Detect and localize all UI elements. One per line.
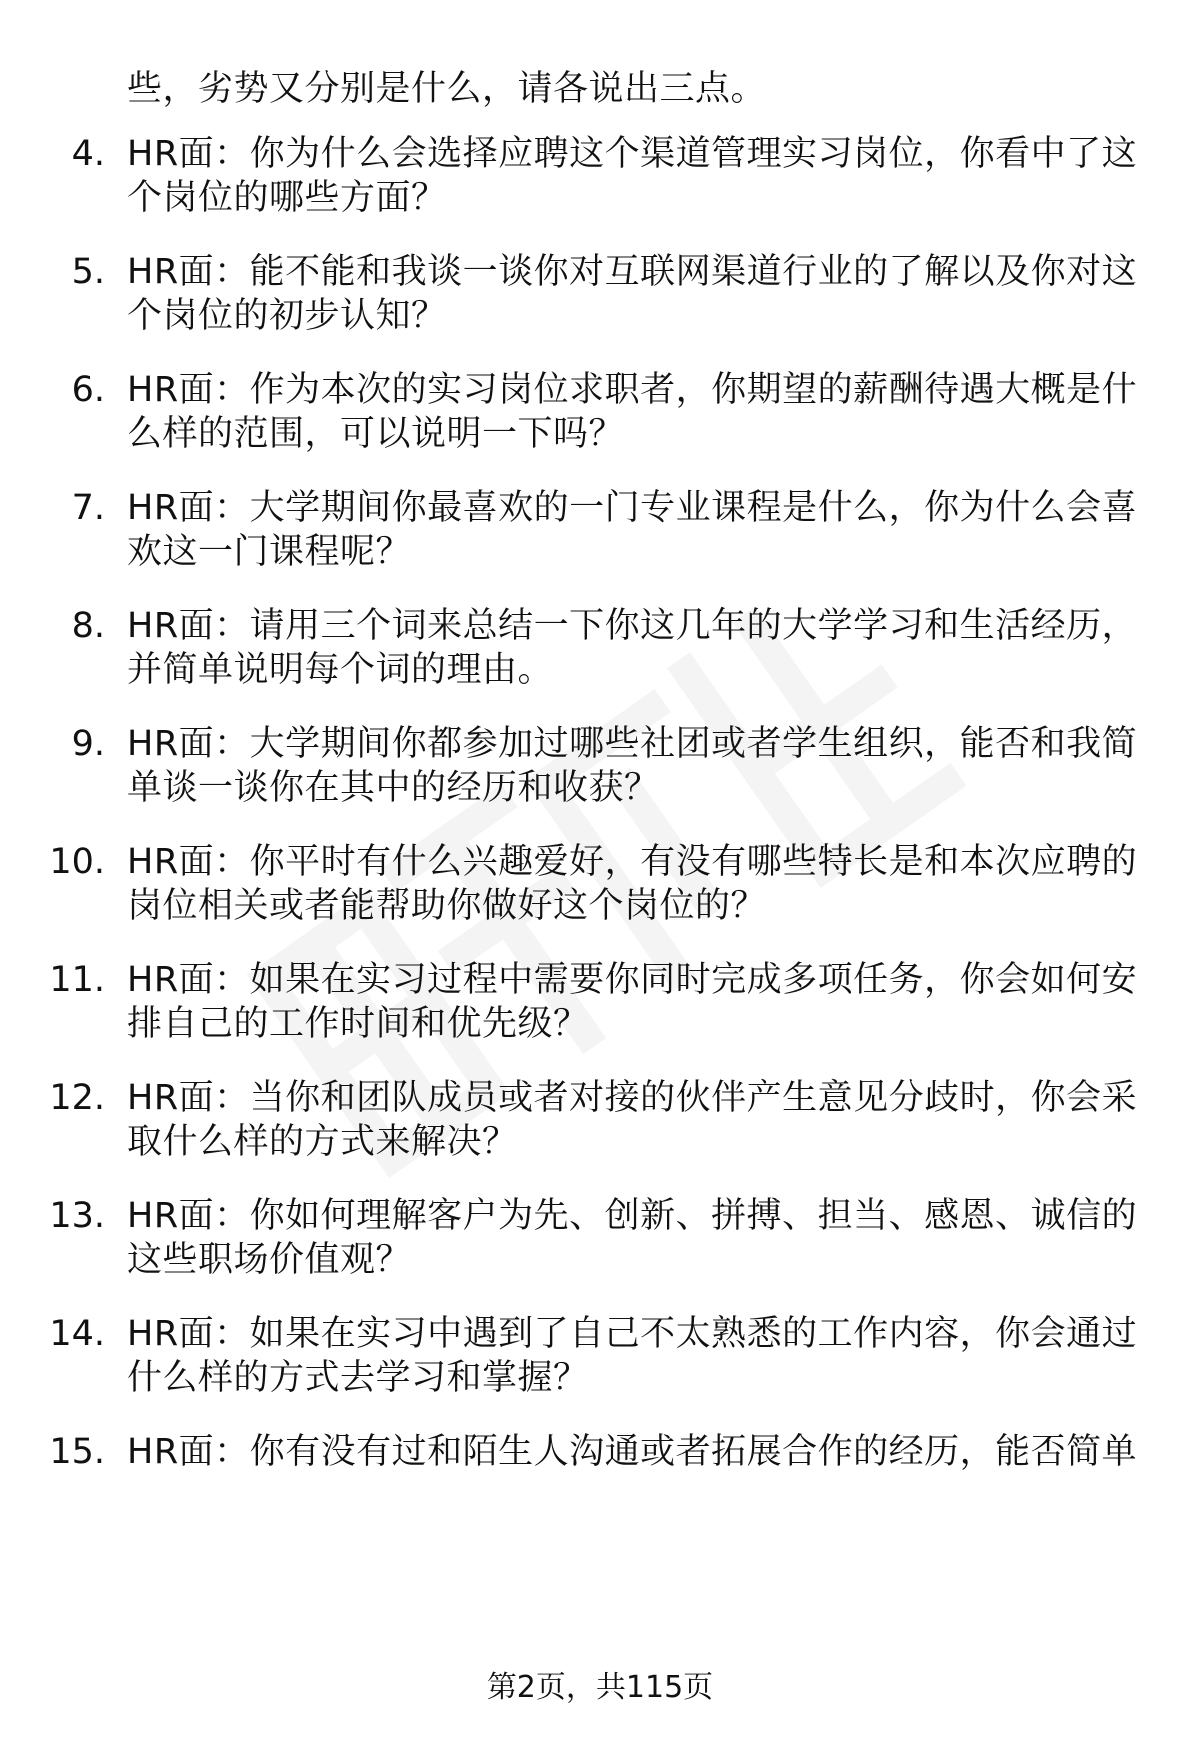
list-item-text-line2: 么样的范围，可以说明一下吗？ — [127, 414, 625, 454]
list-item — [0, 1312, 1200, 1408]
list-item-text-line2: 什么样的方式去学习和掌握？ — [127, 1358, 589, 1398]
list-item-text-line2: 个岗位的哪些方面？ — [127, 178, 447, 218]
page-footer: 第2页，共115页 — [486, 1670, 714, 1705]
list-item-text-line2: 个岗位的初步认知？ — [127, 296, 447, 336]
list-item — [0, 604, 1200, 700]
list-number: 13. — [49, 1196, 105, 1236]
list-number: 9. — [71, 724, 105, 764]
list-item-text-line1: HR面：当你和团队成员或者对接的伙伴产生意见分歧时，你会采 — [127, 1078, 1138, 1118]
list-item — [0, 368, 1200, 464]
list-item — [0, 840, 1200, 936]
list-number: 4. — [71, 134, 105, 174]
list-item-text-line1: HR面：请用三个词来总结一下你这几年的大学学习和生活经历， — [127, 606, 1138, 646]
list-item-text-line1: HR面：大学期间你最喜欢的一门专业课程是什么，你为什么会喜 — [127, 488, 1138, 528]
list-item — [0, 132, 1200, 228]
list-item-text-line1: HR面：你为什么会选择应聘这个渠道管理实习岗位，你看中了这 — [127, 134, 1138, 174]
list-number: 15. — [49, 1432, 105, 1472]
list-item-text-line2: 取什么样的方式来解决？ — [127, 1122, 518, 1162]
list-item-text-line1: HR面：你如何理解客户为先、创新、拼搏、担当、感恩、诚信的 — [127, 1196, 1138, 1236]
list-item-text-line2: 这些职场价值观？ — [127, 1240, 412, 1280]
list-item-text-line1: HR面：你有没有过和陌生人沟通或者拓展合作的经历，能否简单 — [127, 1432, 1138, 1472]
list-item-text-line1: HR面：作为本次的实习岗位求职者，你期望的薪酬待遇大概是什 — [127, 370, 1138, 410]
list-item-text-line2: 欢这一门课程呢？ — [127, 532, 412, 572]
list-item-text-line1: HR面：大学期间你都参加过哪些社团或者学生组织，能否和我简 — [127, 724, 1138, 764]
list-number: 5. — [71, 252, 105, 292]
list-item-text-line2: 排自己的工作时间和优先级？ — [127, 1004, 589, 1044]
list-item-text-line1: HR面：能不能和我谈一谈你对互联网渠道行业的了解以及你对这 — [127, 252, 1138, 292]
list-item — [0, 486, 1200, 582]
list-item-text-line1: HR面：如果在实习中遇到了自己不太熟悉的工作内容，你会通过 — [127, 1314, 1138, 1354]
list-number: 11. — [49, 960, 105, 1000]
list-item-text-line2: 并简单说明每个词的理由。 — [127, 650, 554, 690]
continuation-text: 些，劣势又分别是什么，请各说出三点。 — [127, 69, 767, 109]
list-item — [0, 1430, 1200, 1526]
list-item — [0, 722, 1200, 818]
list-number: 12. — [49, 1078, 105, 1118]
list-number: 7. — [71, 488, 105, 528]
list-number: 6. — [71, 370, 105, 410]
list-number: 10. — [49, 842, 105, 882]
list-item — [0, 1194, 1200, 1290]
list-item-text-line2: 岗位相关或者能帮助你做好这个岗位的？ — [127, 886, 767, 926]
list-item-text-line2: 单谈一谈你在其中的经历和收获？ — [127, 768, 660, 808]
list-number: 14. — [49, 1314, 105, 1354]
list-item-text-line1: HR面：如果在实习过程中需要你同时完成多项任务，你会如何安 — [127, 960, 1138, 1000]
list-item — [0, 250, 1200, 346]
list-item — [0, 958, 1200, 1054]
list-item-text-line1: HR面：你平时有什么兴趣爱好，有没有哪些特长是和本次应聘的 — [127, 842, 1138, 882]
list-number: 8. — [71, 606, 105, 646]
list-item — [0, 1076, 1200, 1172]
